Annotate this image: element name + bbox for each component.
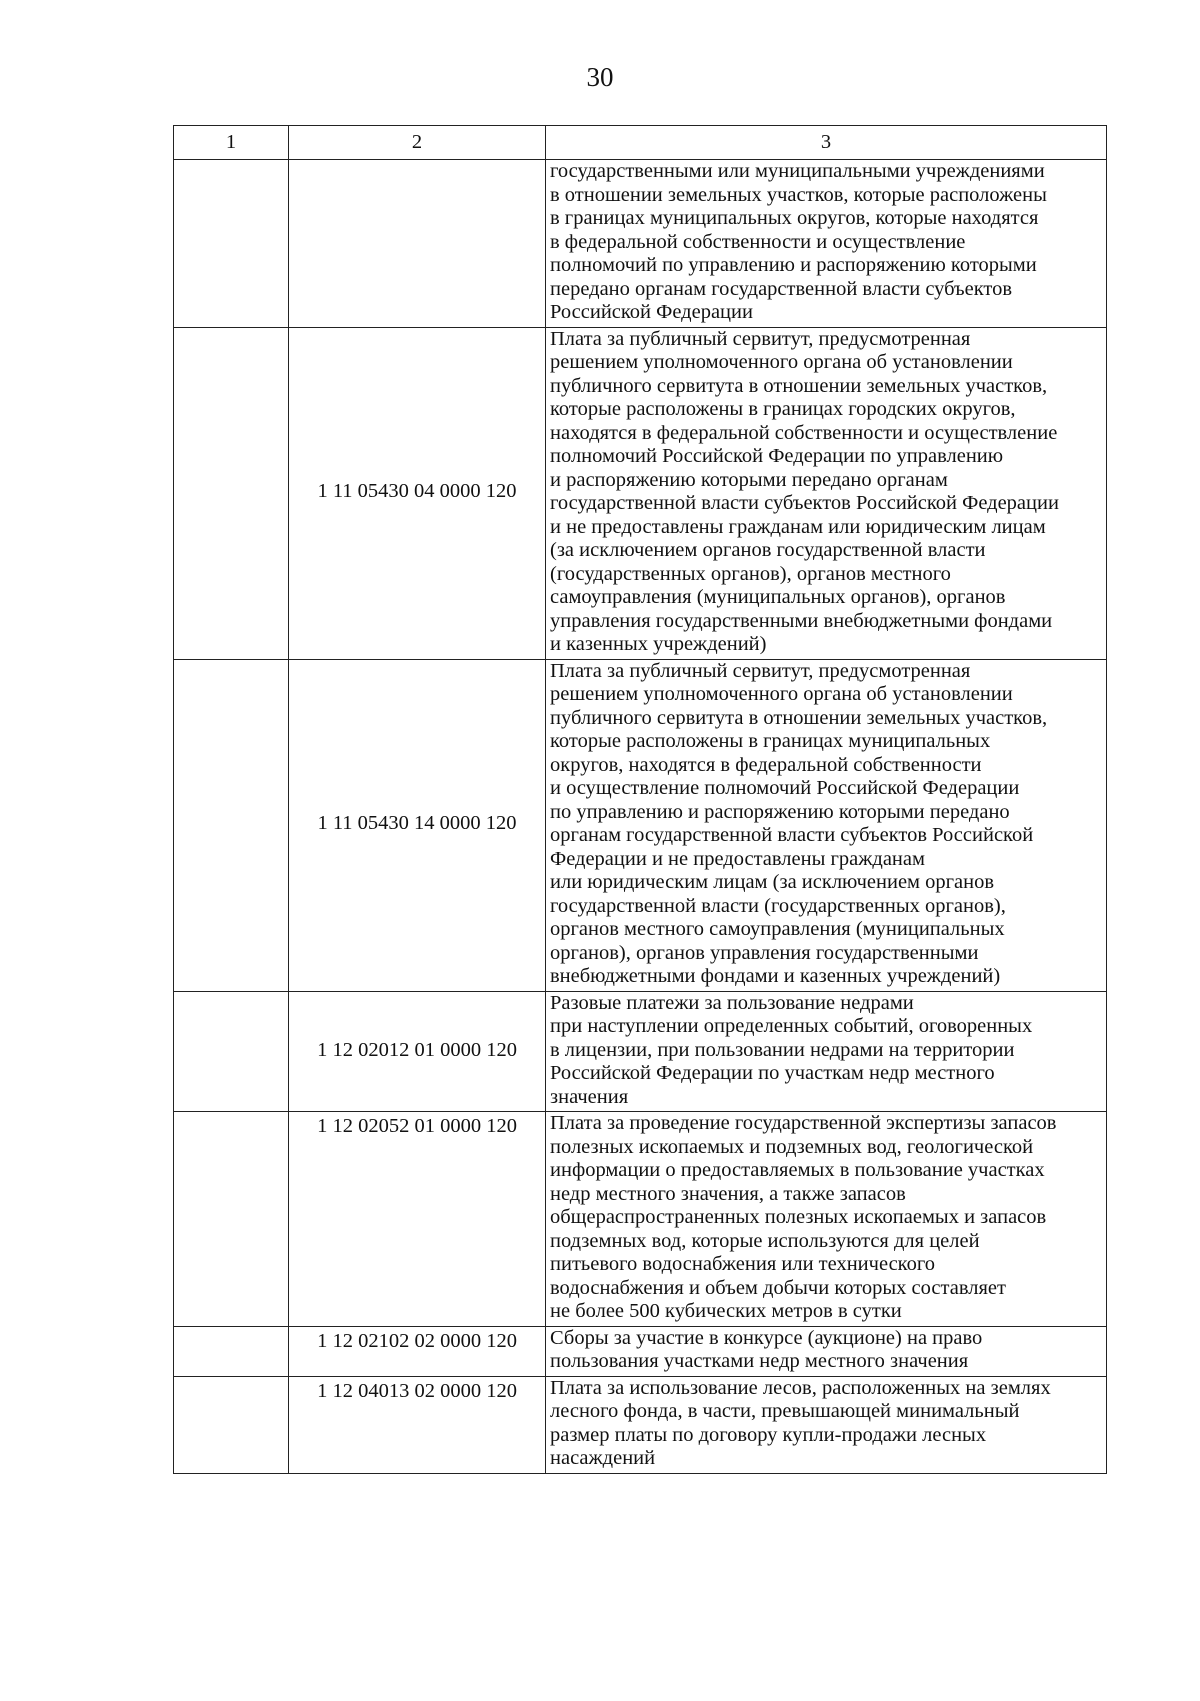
description-line: которые расположены в границах муниципальных	[550, 730, 991, 752]
description-line: находятся в федеральной собственности и осуществление	[550, 421, 1058, 444]
description-line: полезных ископаемых и подземных вод, геологической	[550, 1135, 1034, 1158]
description-line: значения	[550, 1085, 629, 1108]
description-line: (государственных органов), органов местного	[550, 562, 951, 585]
description-line: в отношении земельных участков, которые расположены	[550, 183, 1047, 206]
budget-code-cell: 1 12 02102 02 0000 120	[289, 1326, 546, 1376]
description-line: не более 500 кубических метров в сутки	[550, 1300, 902, 1322]
description-line: размер платы по договору купли-продажи лесных	[550, 1423, 987, 1446]
description-line: и казенных учреждений)	[550, 633, 767, 655]
column-header-1: 1	[174, 126, 289, 160]
description-line: в федеральной собственности и осуществление	[550, 230, 966, 253]
description-line: округов, находятся в федеральной собственности	[550, 753, 982, 776]
description-line: государственной власти (государственных органов),	[550, 894, 1006, 917]
description-line: решением уполномоченного органа об установлении	[550, 683, 1013, 705]
budget-code-cell: 1 12 02052 01 0000 120	[289, 1112, 546, 1327]
description-line: Разовые платежи за пользование недрами	[550, 991, 914, 1014]
description-line: Российской Федерации	[550, 301, 753, 323]
description-line: внебюджетными фондами и казенных учреждений)	[550, 965, 1001, 987]
income-description-cell	[546, 160, 1107, 328]
description-line: управления государственными внебюджетными фондами	[550, 609, 1053, 632]
description-line: Российской Федерации по участкам недр местного	[550, 1062, 995, 1084]
description-line: решением уполномоченного органа об установлении	[550, 351, 1013, 373]
budget-code-cell: 1 11 05430 04 0000 120	[289, 327, 546, 659]
table-row	[174, 1326, 1107, 1376]
income-description-cell	[546, 327, 1107, 659]
description-line: публичного сервитута в отношении земельных участков,	[550, 374, 1048, 397]
table-row	[174, 1376, 1107, 1473]
description-line: Федерации и не предоставлены гражданам	[550, 847, 925, 870]
description-line: органов местного самоуправления (муниципальных	[550, 918, 1005, 940]
description-line: и распоряжению которыми передано органам	[550, 468, 948, 491]
description-line: подземных вод, которые используются для целей	[550, 1229, 980, 1252]
description-line: питьевого водоснабжения или технического	[550, 1253, 935, 1275]
budget-code-cell	[289, 160, 546, 328]
budget-code-cell: 1 12 04013 02 0000 120	[289, 1376, 546, 1473]
description-line: органам государственной власти субъектов Российской	[550, 824, 1034, 846]
description-line: Плата за публичный сервитут, предусмотренная	[550, 327, 971, 350]
description-line: которые расположены в границах городских округов,	[550, 398, 1016, 420]
description-line: недр местного значения, а также запасов	[550, 1182, 906, 1205]
page-number: 30	[586, 62, 614, 92]
table-row	[174, 659, 1107, 991]
description-line: государственными или муниципальными учреждениями	[550, 160, 1045, 182]
table-row	[174, 1112, 1107, 1327]
description-line: самоуправления (муниципальных органов), органов	[550, 586, 1006, 608]
description-line: при наступлении определенных событий, оговоренных	[550, 1015, 1033, 1037]
description-line: (за исключением органов государственной власти	[550, 539, 986, 561]
description-line: Плата за публичный сервитут, предусмотренная	[550, 659, 971, 682]
table-body	[174, 126, 1107, 1474]
row-cell-1	[174, 991, 289, 1112]
description-line: насаждений	[550, 1447, 656, 1469]
description-line: пользования участками недр местного значения	[550, 1350, 969, 1372]
description-line: полномочий по управлению и распоряжению которыми	[550, 254, 1037, 276]
description-line: Плата за использование лесов, расположенных на землях	[550, 1376, 1051, 1399]
description-line: по управлению и распоряжению которыми передано	[550, 800, 1010, 823]
description-line: водоснабжения и объем добычи которых составляет	[550, 1276, 1006, 1299]
row-cell-1	[174, 1112, 289, 1327]
description-line: и осуществление полномочий Российской Федерации	[550, 777, 1020, 799]
budget-code-cell: 1 11 05430 14 0000 120	[289, 659, 546, 991]
income-description-cell	[546, 1112, 1107, 1327]
description-line: полномочий Российской Федерации по управлению	[550, 445, 1004, 467]
table-row	[174, 160, 1107, 328]
row-cell-1	[174, 659, 289, 991]
budget-codes-table	[173, 125, 1107, 1474]
description-line: органов), органов управления государственными	[550, 941, 979, 964]
description-line: Плата за проведение государственной экспертизы запасов	[550, 1112, 1057, 1134]
description-line: информации о предоставляемых в пользование участках	[550, 1159, 1045, 1181]
column-header-2: 2	[289, 126, 546, 160]
table-row	[174, 327, 1107, 659]
row-cell-1	[174, 1326, 289, 1376]
description-line: или юридическим лицам (за исключением органов	[550, 871, 995, 893]
description-line: передано органам государственной власти субъектов	[550, 277, 1013, 300]
row-cell-1	[174, 160, 289, 328]
income-description-cell	[546, 659, 1107, 991]
description-line: в границах муниципальных округов, которые находятся	[550, 207, 1039, 229]
description-line: в лицензии, при пользовании недрами на территории	[550, 1038, 1015, 1061]
row-cell-1	[174, 327, 289, 659]
description-line: лесного фонда, в части, превышающей минимальный	[550, 1400, 1020, 1422]
row-cell-1	[174, 1376, 289, 1473]
description-line: государственной власти субъектов Российской Федерации	[550, 492, 1059, 514]
table-header-row	[174, 126, 1107, 160]
income-description-cell	[546, 1326, 1107, 1376]
budget-code-cell: 1 12 02012 01 0000 120	[289, 991, 546, 1112]
description-line: и не предоставлены гражданам или юридическим лицам	[550, 515, 1046, 538]
income-description-cell	[546, 991, 1107, 1112]
description-line: общераспространенных полезных ископаемых и запасов	[550, 1206, 1047, 1228]
table-row	[174, 991, 1107, 1112]
income-description-cell	[546, 1376, 1107, 1473]
description-line: Сборы за участие в конкурсе (аукционе) на право	[550, 1326, 983, 1349]
description-line: публичного сервитута в отношении земельных участков,	[550, 706, 1048, 729]
column-header-3: 3	[546, 126, 1107, 160]
